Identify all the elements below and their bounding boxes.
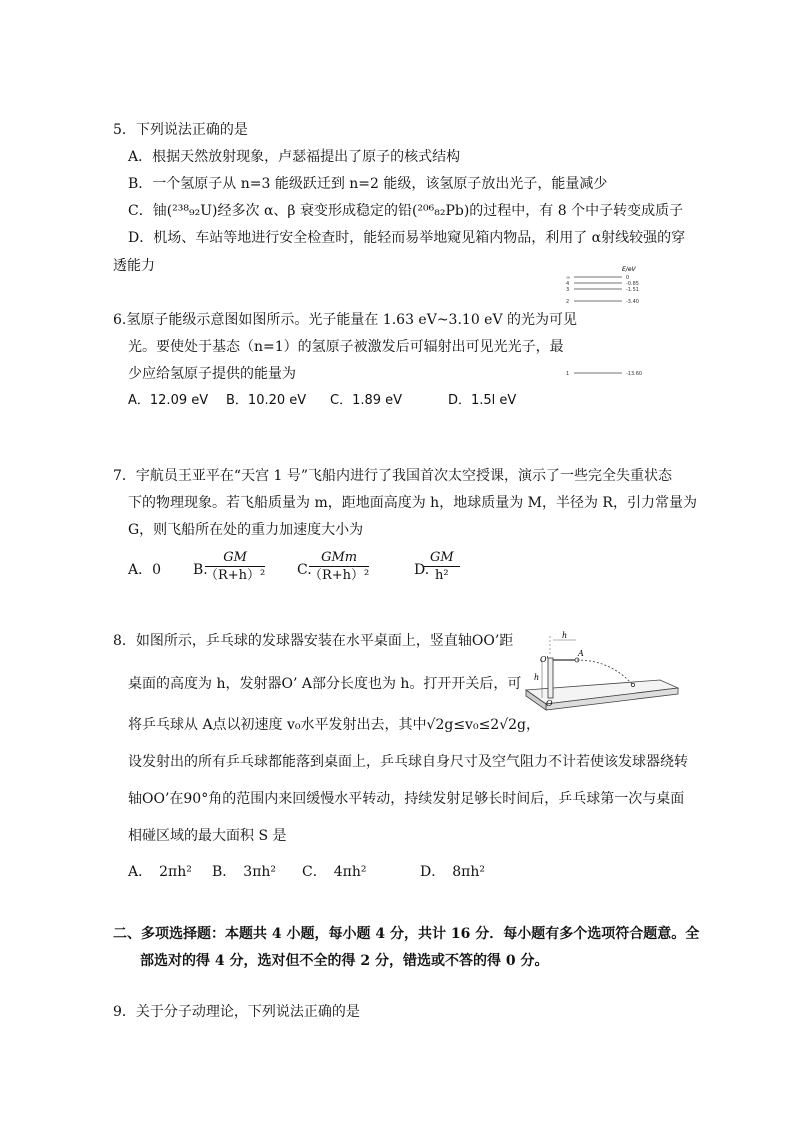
level-n-inf: ∞ <box>566 275 571 281</box>
q7-stem-line2: 下的物理现象。若飞船质量为 m，距地面高度为 h，地球质量为 M，半径为 R，引力常量为 <box>128 495 697 511</box>
q7-c-denominator: （R+h）² <box>309 568 370 583</box>
q5-option-d-line1: D．机场、车站等地进行安全检查时，能轻而易举地窥见箱内物品，利用了 α射线较强的穿 <box>128 230 686 246</box>
q7-stem-line3: G，则飞船所在处的重力加速度大小为 <box>128 522 364 538</box>
q7-d-numerator: GM <box>424 550 460 567</box>
level-e-inf: 0 <box>626 275 630 281</box>
q7-stem-line1: 7．宇航员王亚平在“天宫 1 号”飞船内进行了我国首次太空授课，演示了一些完全失重状态 <box>113 468 673 484</box>
energy-level-diagram <box>560 262 650 382</box>
section2-heading-line1: 二、多项选择题：本题共 4 小题，每小题 4 分，共计 16 分．每小题有多个选项符合题意。全 <box>113 926 700 942</box>
level-e-4: -0.85 <box>626 281 639 287</box>
q6-stem-line3: 少应给氢原子提供的能量为 <box>128 366 296 382</box>
q8-stem-line1: 8．如图所示，乒乓球的发球器安装在水平桌面上，竖直轴OO’距 <box>113 633 514 649</box>
level-e-3: -1.51 <box>626 287 639 293</box>
q8-option-a: A． 2πh² <box>128 864 192 880</box>
level-e-1: -13.60 <box>626 371 643 377</box>
label-a: A <box>578 649 584 658</box>
q8-option-d: D． 8πh² <box>420 864 485 880</box>
q7-d-denominator: h² <box>435 568 449 583</box>
q5-stem: 5．下列说法正确的是 <box>113 122 248 138</box>
dim-h-side: h <box>534 673 540 682</box>
level-n-3: 3 <box>566 287 570 293</box>
q7-b-denominator: （R+h）² <box>205 568 266 583</box>
q7-option-b-label: B. <box>193 562 208 578</box>
q7-option-d-label: D. <box>414 562 430 578</box>
level-n-4: 4 <box>566 281 570 287</box>
q8-stem-line3: 将乒乓球从 A点以初速度 v₀水平发射出去，其中√2g≤v₀≤2√2g， <box>128 717 541 733</box>
q6-stem-line2: 光。要使处于基态（n=1）的氢原子被激发后可辐射出可见光光子，最 <box>128 339 564 355</box>
q7-option-c-label: C. <box>297 562 312 578</box>
q5-option-d-line2: 透能力 <box>113 258 155 274</box>
q6-option-c: C．1.89 eV <box>330 393 403 408</box>
q8-stem-line4: 设发射出的所有乒乓球都能落到桌面上，乒乓球自身尺寸及空气阻力不计若使该发球器绕转 <box>128 754 688 770</box>
q5-option-b: B．一个氢原子从 n=3 能级跃迁到 n=2 能级，该氢原子放出光子，能量减少 <box>128 176 608 192</box>
q8-stem-line2: 桌面的高度为 h，发射器O’ A部分长度也为 h。打开开关后，可 <box>128 676 522 692</box>
trajectory <box>577 660 632 684</box>
section2-heading-line2: 部选对的得 4 分，选对但不全的得 2 分，错选或不答的得 0 分。 <box>140 953 549 969</box>
vertical-axis <box>548 658 553 698</box>
q5-option-c: C．铀(²³⁸₉₂U)经多次 α、β 衰变形成稳定的铅(²⁰⁶₈₂Pb)的过程中，有 8 个中子转变成质子 <box>128 203 684 219</box>
q8-option-b: B． 3πh² <box>212 864 277 880</box>
q7-option-c-fraction <box>309 550 369 585</box>
label-o-prime: O' <box>540 655 549 664</box>
q7-c-numerator: GMm <box>309 550 369 567</box>
dim-h-top: h <box>562 631 568 640</box>
q6-option-b: B．10.20 eV <box>226 393 307 408</box>
q7-option-d-fraction <box>424 550 460 585</box>
q8-stem-line5: 轴OO’在90°角的范围内来回缓慢水平转动，持续发射足够长时间后，乒乓球第一次与桌面 <box>128 791 685 807</box>
q7-option-a: A．0 <box>128 562 162 578</box>
level-e-2: -3.40 <box>626 299 639 305</box>
energy-unit-label: E/eV <box>622 266 636 273</box>
q9-stem: 9．关于分子动理论，下列说法正确的是 <box>113 1004 360 1020</box>
q6-stem-line1: 6.氢原子能级示意图如图所示。光子能量在 1.63 eV~3.10 eV 的光为可见 <box>113 312 578 328</box>
q7-option-b-fraction <box>205 550 265 585</box>
q6-option-a: A．12.09 eV <box>128 393 209 408</box>
level-n-1: 1 <box>566 371 570 377</box>
level-n-2: 2 <box>566 299 570 305</box>
q6-option-d: D．1.5l eV <box>448 393 517 408</box>
landing-point <box>631 683 634 686</box>
q8-stem-line6: 相碰区域的最大面积 S 是 <box>128 828 287 844</box>
launcher-figure <box>520 628 680 724</box>
q5-option-a: A．根据天然放射现象，卢瑟福提出了原子的核式结构 <box>128 149 461 165</box>
q8-option-c: C． 4πh² <box>302 864 367 880</box>
q7-b-numerator: GM <box>205 550 265 567</box>
label-o: O <box>546 699 553 708</box>
